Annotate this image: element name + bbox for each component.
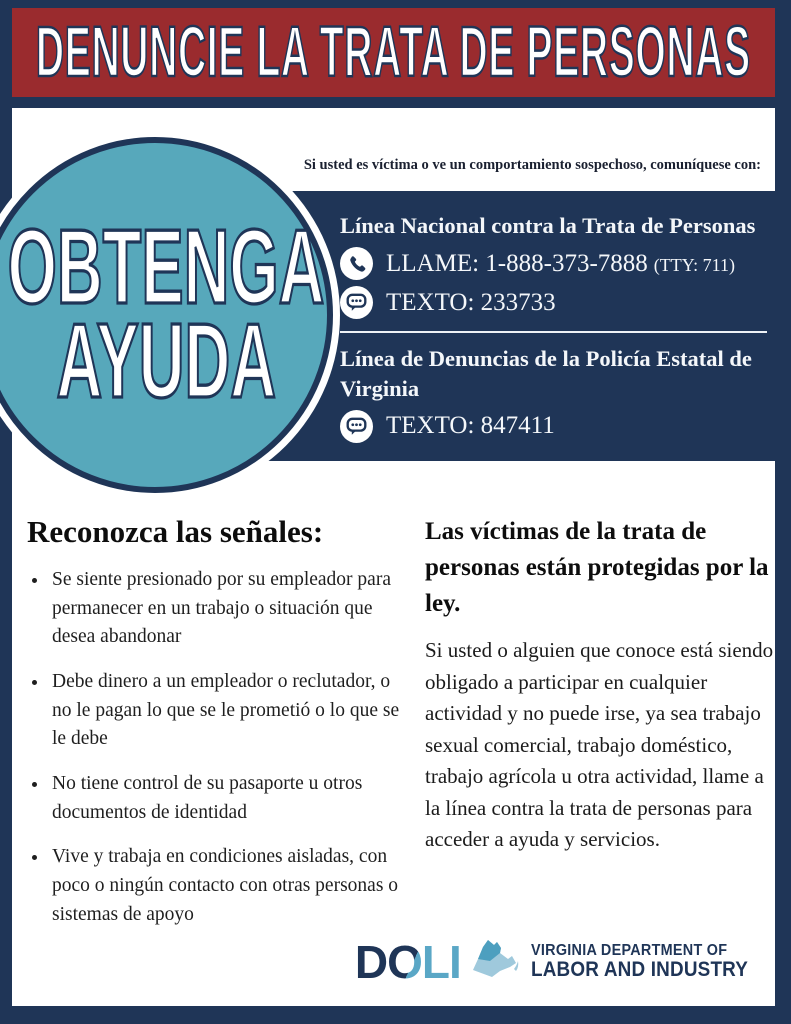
list-item: • Debe dinero a un empleador o reclutador, o no le pagan lo que se le prometió o lo que se le debe (49, 668, 405, 754)
chat-bubble-icon (340, 410, 373, 443)
protected-heading: Las víctimas de la trata de personas están protegidas por la ley. (425, 518, 769, 617)
text-row-state (340, 410, 767, 443)
list-item: • Se siente presionado por su empleador para permanecer en un trabajo o situación que desea abandonar (49, 566, 405, 652)
national-hotline-title: Línea Nacional contra la Trata de Personas (340, 213, 756, 238)
call-row (340, 247, 767, 280)
get-help-line2: AYUDA (56, 302, 276, 421)
signs-heading: Reconozca las señales: (27, 514, 324, 549)
doli-acronym: DOLI (354, 936, 461, 988)
text-number-national: TEXTO: 233733 (386, 288, 556, 316)
logo-line2: LABOR AND INDUSTRY (530, 958, 748, 982)
panel-divider (340, 331, 767, 333)
poster-title: DENUNCIE LA TRATA DE PERSONAS (36, 12, 751, 93)
logo-wordmark (531, 942, 748, 982)
signs-list (27, 566, 405, 929)
protected-body: Si usted o alguien que conoce está siendo obligado a participar en cualquier actividad y no puede irse, ya sea trabajo sexual comercial, trabajo doméstico, trabajo agrícola u otra actividad, llame a la línea contra la trata de personas para acceder a ayuda y servicios. (425, 638, 774, 852)
get-help-line1: OBTENGA (7, 208, 325, 327)
state-hotline-title: Línea de Denuncias de la Policía Estatal de Virginia (340, 346, 752, 401)
text-row-national (340, 286, 767, 319)
call-number (386, 250, 735, 278)
contact-panel (262, 191, 791, 461)
logo-line1: VIRGINIA DEPARTMENT OF (530, 942, 728, 960)
chat-bubble-icon (340, 286, 373, 319)
virginia-state-icon (470, 939, 522, 985)
protected-section (425, 514, 779, 856)
phone-icon (340, 247, 373, 280)
list-item: • Vive y trabaja en condiciones aisladas, con poco o ningún contacto con otras personas o sistemas de apoyo (49, 843, 405, 929)
contact-intro-text: Si usted es víctima o ve un comportamiento sospechoso, comuníquese con: (303, 157, 761, 173)
text-number-state: TEXTO: 847411 (386, 412, 555, 440)
doli-logo (354, 936, 772, 988)
list-item: • No tiene control de su pasaporte u otros documentos de identidad (49, 770, 405, 827)
poster-inner (7, 8, 775, 1006)
call-label: LLAME: 1-888-373-7888 (386, 249, 648, 277)
header-band (12, 8, 775, 108)
signs-section (27, 514, 405, 945)
tty-label: (TTY: 711) (653, 254, 735, 275)
